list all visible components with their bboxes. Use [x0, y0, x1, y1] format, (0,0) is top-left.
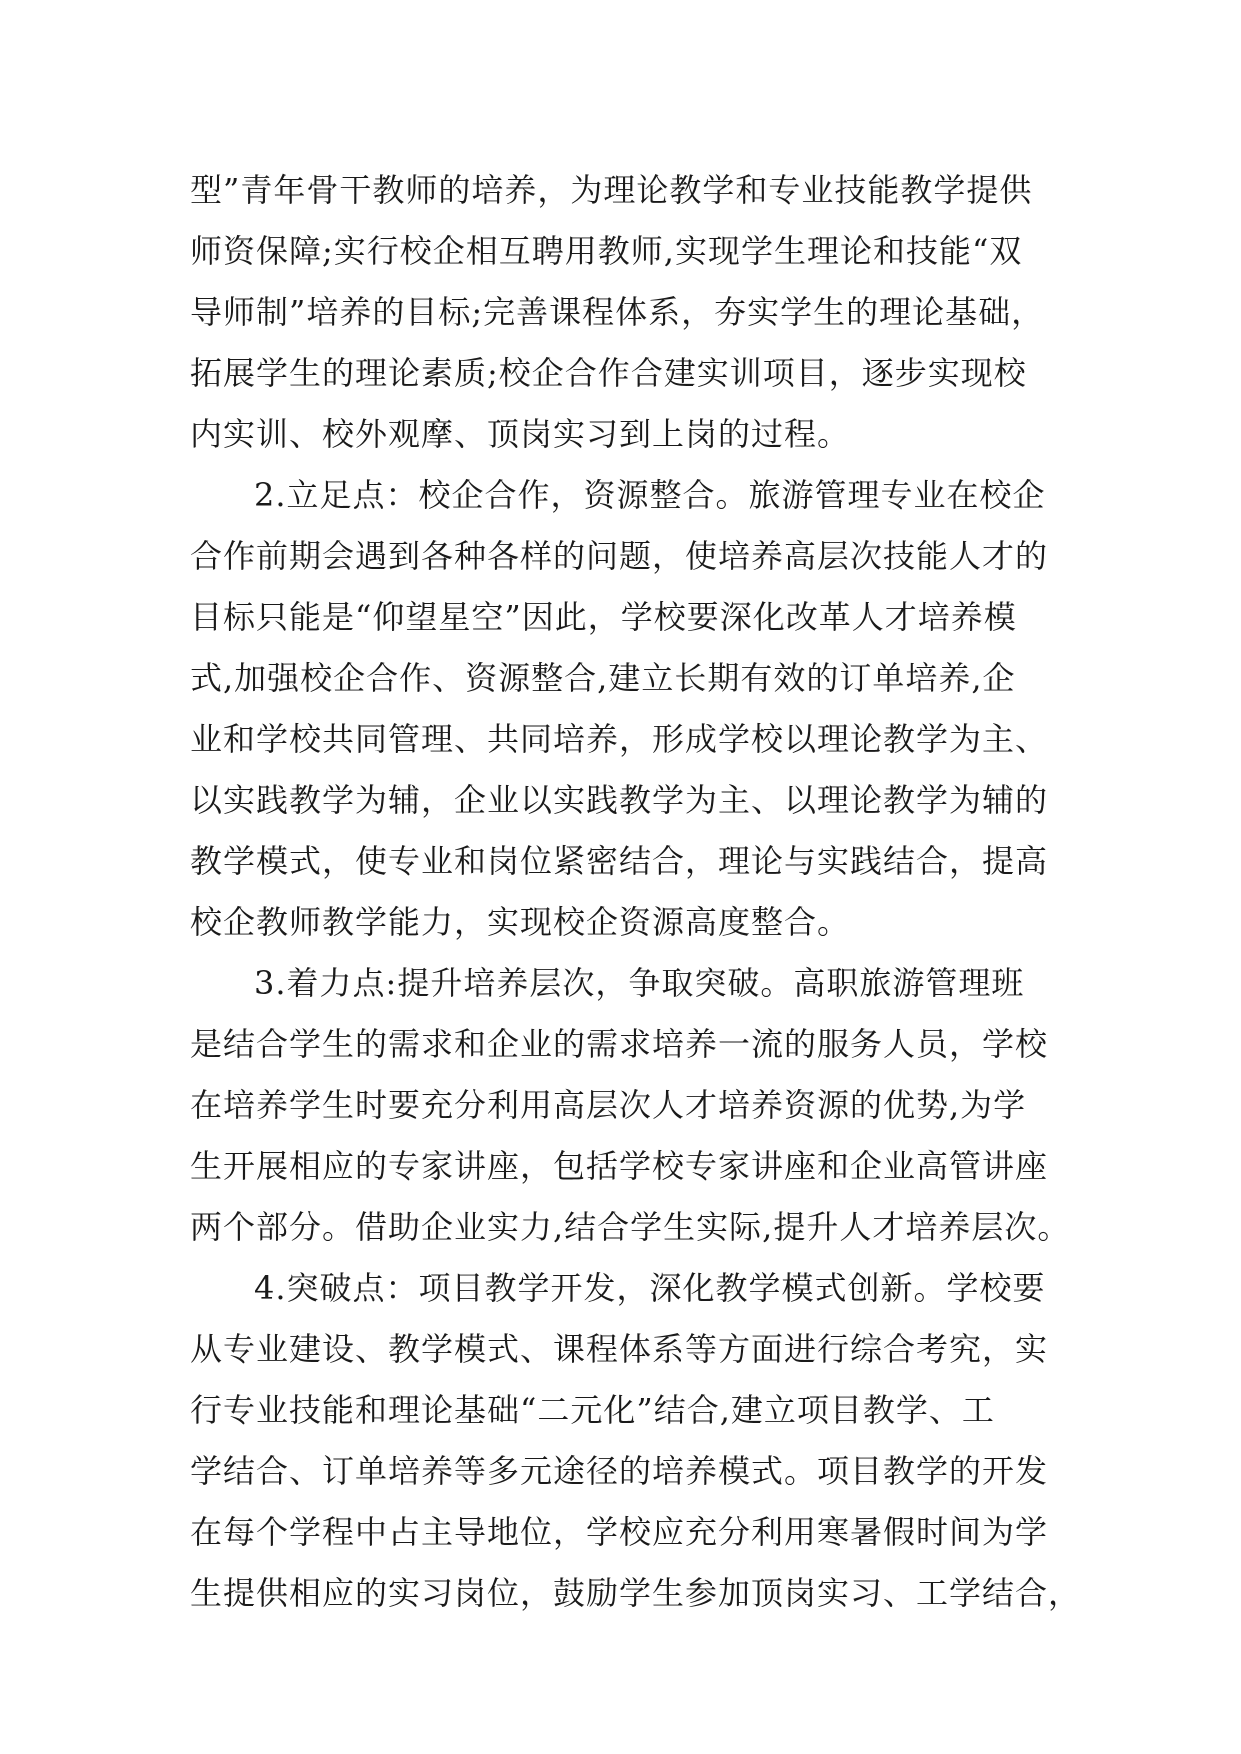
text-line: 合作前期会遇到各种各样的问题，使培养高层次技能人才的: [190, 537, 1049, 575]
text-line: 型”青年骨干教师的培养，为理论教学和专业技能教学提供: [190, 171, 1033, 209]
text-line: 生提供相应的实习岗位，鼓励学生参加顶岗实习、工学结合，: [190, 1574, 1082, 1612]
text-line: 行专业技能和理论基础“二元化”结合,建立项目教学、工: [190, 1391, 995, 1429]
text-line: 目标只能是“仰望星空”因此，学校要深化改革人才培养模: [190, 598, 1017, 636]
text-line: 师资保障;实行校企相互聘用教师,实现学生理论和技能“双: [190, 232, 1023, 270]
text-line: 导师制”培养的目标;完善课程体系，夯实学生的理论基础，: [190, 293, 1045, 331]
text-line: 生开展相应的专家讲座，包括学校专家讲座和企业高管讲座: [190, 1147, 1049, 1185]
text-line: 是结合学生的需求和企业的需求培养一流的服务人员，学校: [190, 1025, 1049, 1063]
text-line: 学结合、订单培养等多元途径的培养模式。项目教学的开发: [190, 1452, 1049, 1490]
text-line: 校企教师教学能力，实现校企资源高度整合。: [190, 903, 851, 941]
document-body: [190, 160, 1082, 1624]
text-line: 2.立足点：校企合作，资源整合。旅游管理专业在校企: [254, 476, 1046, 514]
text-line: 教学模式，使专业和岗位紧密结合，理论与实践结合，提高: [190, 842, 1049, 880]
text-line: 两个部分。借助企业实力,结合学生实际,提升人才培养层次。: [190, 1208, 1071, 1246]
text-line: 在培养学生时要充分利用高层次人才培养资源的优势,为学: [190, 1086, 1027, 1124]
text-line: 从专业建设、教学模式、课程体系等方面进行综合考究，实: [190, 1330, 1049, 1368]
text-line: 4.突破点：项目教学开发，深化教学模式创新。学校要: [254, 1269, 1046, 1307]
text-line: 以实践教学为辅，企业以实践教学为主、以理论教学为辅的: [190, 781, 1049, 819]
text-line: 内实训、校外观摩、顶岗实习到上岗的过程。: [190, 415, 851, 453]
text-line: 在每个学程中占主导地位，学校应充分利用寒暑假时间为学: [190, 1513, 1049, 1551]
text-line: 业和学校共同管理、共同培养，形成学校以理论教学为主、: [190, 720, 1049, 758]
text-line: 3.着力点:提升培养层次，争取突破。高职旅游管理班: [254, 964, 1025, 1002]
text-line: 式,加强校企合作、资源整合,建立长期有效的订单培养,企: [190, 659, 1016, 697]
text-line: 拓展学生的理论素质;校企合作合建实训项目，逐步实现校: [190, 354, 1027, 392]
